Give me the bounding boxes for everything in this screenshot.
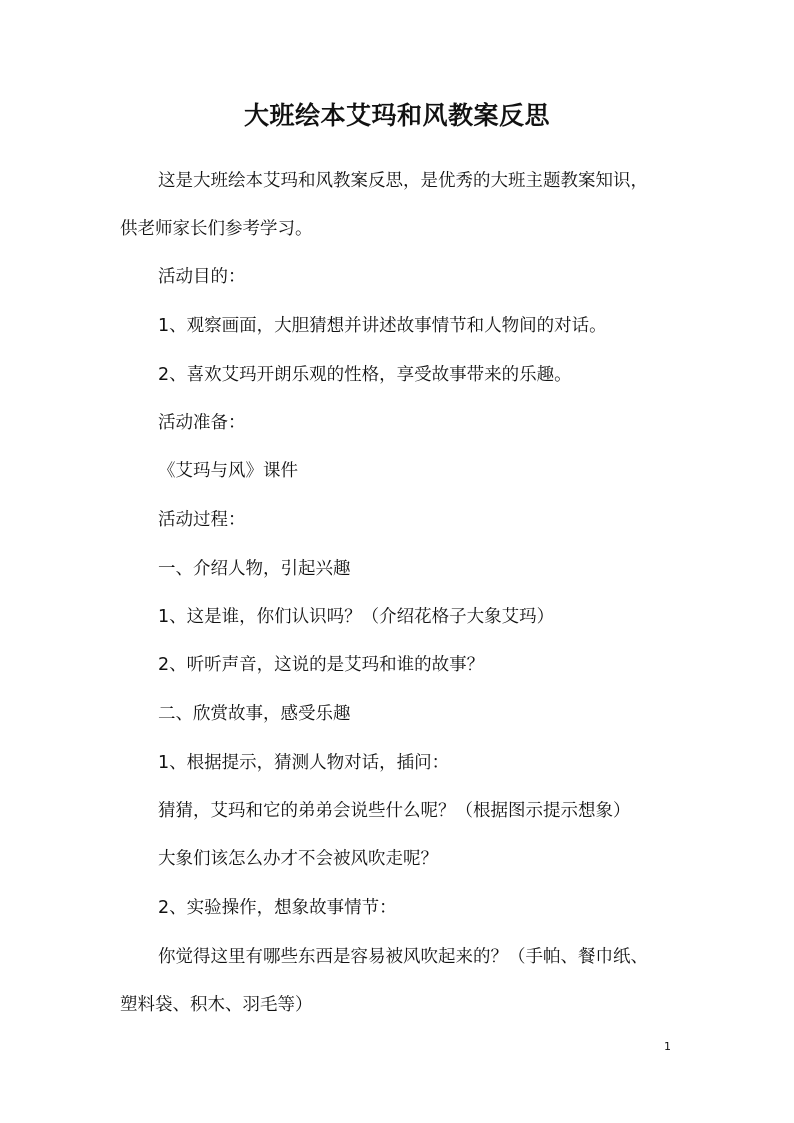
section-2-question-1: 猜猜，艾玛和它的弟弟会说些什么呢？（根据图示提示想象） [158,801,631,821]
section-1-item-1: 1、这是谁，你们认识吗？（介绍花格子大象艾玛） [158,607,555,627]
goal-item-2: 2、喜欢艾玛开朗乐观的性格，享受故事带来的乐趣。 [158,365,572,385]
section-2-heading: 二、欣赏故事，感受乐趣 [158,704,351,724]
section-2-question-2: 大象们该怎么办才不会被风吹走呢？ [158,849,438,869]
intro-paragraph-line-1: 这是大班绘本艾玛和风教案反思，是优秀的大班主题教案知识， [158,171,648,191]
intro-paragraph-line-2: 供老师家长们参考学习。 [120,219,313,239]
page-number: 1 [664,1040,671,1053]
section-2-item-1: 1、根据提示，猜测人物对话，插问： [158,753,450,773]
section-2-question-3-line-1: 你觉得这里有哪些东西是容易被风吹起来的？（手帕、餐巾纸、 [158,947,648,967]
section-1-heading: 一、介绍人物，引起兴趣 [158,559,351,579]
document-title: 大班绘本艾玛和风教案反思 [243,101,550,130]
goal-item-1: 1、观察画面，大胆猜想并讲述故事情节和人物间的对话。 [158,316,607,336]
prep-item: 《艾玛与风》课件 [158,461,298,481]
section-1-item-2: 2、听听声音，这说的是艾玛和谁的故事？ [158,655,485,675]
goals-heading: 活动目的： [158,267,246,287]
section-2-question-3-line-2: 塑料袋、积木、羽毛等） [120,995,313,1015]
prep-heading: 活动准备： [158,413,246,433]
process-heading: 活动过程： [158,510,246,530]
section-2-item-2: 2、实验操作，想象故事情节： [158,898,397,918]
